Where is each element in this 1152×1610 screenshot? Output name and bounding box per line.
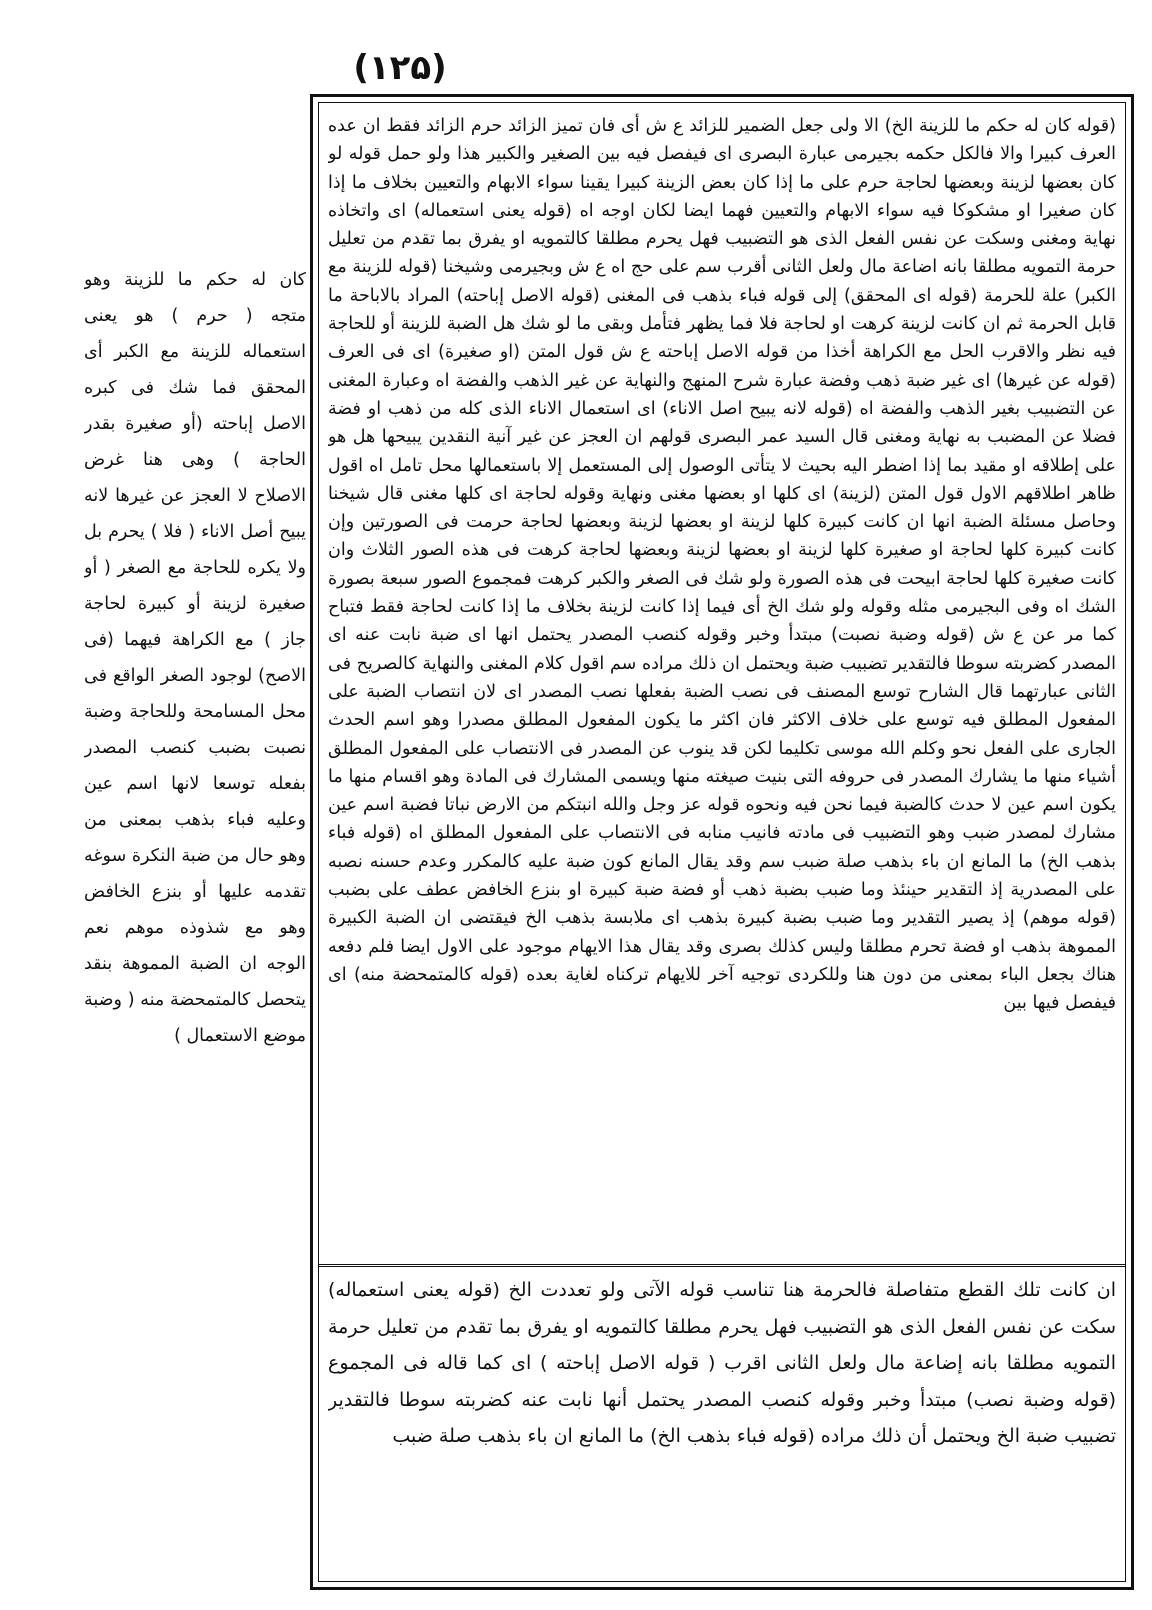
- margin-commentary: [84, 262, 306, 1442]
- main-commentary: [328, 112, 1116, 1258]
- margin-paragraph: كان له حكم ما للزينة وهو متجه ( حرم ) هو يعنى استعماله للزينة مع الكبر أى المحقق فما شك فى كبره الاصل إباحته (أو صغيرة بقدر الحاجة ) وهى هنا غرض الاصلاح لا العجز عن غيرها لانه يبيح أصل الاناء ( فلا ) يحرم بل ولا يكره للحاجة مع الصغر ( أو صغيرة لزينة أو كبيرة لحاجة جاز ) مع الكراهة فيهما (فى الاصح) لوجود الصغر الواقع فى محل المسامحة وللحاجة وضبة نصبت بضبب كنصب المصدر بفعله توسعا لانها اسم عين وعليه فباء بذهب بمعنى من وهو حال من ضبة النكرة سوغه تقدمه عليها أو بنزع الخافض وهو مع شذوذه موهم نعم الوجه ان الضبة المموهة بنقد يتحصل كالمتمحضة منه ( وضبة موضع الاستعمال ): [84, 270, 306, 1046]
- page-number: (۱۲۵): [353, 48, 447, 88]
- main-paragraph: (قوله كان له حكم ما للزينة الخ) الا ولى جعل الضمير للزائد ع ش أى فان تميز الزائد حرم الزائد فقط ان عده العرف كبيرا والا فالكل حكمه بجيرمى عبارة البصرى اى فيفصل فيه بين الصغير والكبير هذا ولو حمل قوله لو كان بعضها لزينة وبعضها لحاجة حرم على ما إذا كان بعض الزينة كبيرا يقينا سواء الابهام والتعيين بخلاف ما إذا كان صغيرا او مشكوكا فيه سواء الابهام والتعيين فهما ايضا لكان اوجه اه (قوله يعنى استعماله) اى واتخاذه نهاية ومغنى وسكت عن نفس الفعل الذى هو التضبيب فهل يحرم مطلقا كالتمويه او يفرق بما تقدم من تعليل حرمة التمويه مطلقا بانه اضاعة مال ولعل الثانى أقرب سم على حج اه ع ش وبجيرمى وشيخنا (قوله للزينة مع الكبر) علة للحرمة (قوله اى المحقق) إلى قوله فباء بذهب فى المغنى (قوله الاصل إباحته) المراد بالاباحة ما قابل الحرمة ثم ان كانت لزينة كرهت او لحاجة فلا فما يظهر فتأمل وبقى ما لو شك هل الضبة للزينة أو للحاجة فيه نظر والاقرب الحل مع الكراهة أخذا من قوله الاصل إباحته ع ش قول المتن (او صغيرة) اى فى العرف (قوله عن غيرها) اى غير ضبة ذهب وفضة عبارة شرح المنهج والنهاية عن غير الذهب والفضة اه وعبارة المغنى عن التضبيب بغير الذهب والفضة اه (قوله لانه يبيح اصل الاناء) اى استعمال الاناء الذى كله من ذهب او فضة فضلا عن المضبب به نهاية ومغنى قال السيد عمر البصرى قولهم ان العجز عن غير آنية النقدين يبيحها هل هو على إطلاقه او مقيد بما إذا اضطر اليه بحيث لا يتأتى الوصول إلى المستعمل إلا باستعمالها محل تامل اه اقول ظاهر اطلاقهم الاول قول المتن (لزينة) اى كلها او بعضها مغنى ونهاية وقوله لحاجة اى كلها مغنى قال شيخنا وحاصل مسئلة الضبة انها ان كانت كبيرة كلها لزينة او بعضها لزينة وبعضها لحاجة حرمت فى الصورتين وإن كانت كبيرة كلها لحاجة او صغيرة كلها لزينة او بعضها لزينة وبعضها لحاجة كرهت فى هذه الصور الثلاث وان كانت صغيرة كلها لحاجة ابيحت فى هذه الصورة ولو شك فى الصغر والكبر كرهت فمجموع الصور سبعة بصورة الشك اه وفى البجيرمى مثله وقوله ولو شك الخ أى فيما إذا كانت لزينة بخلاف ما إذا كانت لحاجة فقط فتباح كما مر عن ع ش (قوله وضبة نصبت) مبتدأ وخبر وقوله كنصب المصدر يحتمل انها اى ضبة نابت عنه اى المصدر كضربته سوطا فالتقدير تضبيب ضبة ويحتمل ان ذلك مراده سم اقول كلام المغنى والنهاية كالصريح فى الثانى عبارتهما قال الشارح توسع المصنف فى نصب الضبة بفعلها نصب المصدر اى لان انتصاب الضبة على المفعول المطلق فيه توسع على خلاف الاكثر فان اكثر ما يكون المفعول المطلق مصدرا وهو اسم الحدث الجارى على الفعل نحو وكلم الله موسى تكليما لكن قد ينوب عن المصدر فى الانتصاب على المفعول المطلق أشياء منها ما يشارك المصدر فى حروفه التى بنيت صيغته منها ويسمى المشارك فى المادة وهو اقسام منها ما يكون اسم عين لا حدث كالضبة فيما نحن فيه ونحوه قوله عز وجل والله انبتكم من الارض نباتا فضبة اسم عين مشارك لمصدر ضبب وهو التضبيب فى مادته فانيب منابه فى الانتصاب على المفعول المطلق اه (قوله فباء بذهب الخ) ما المانع ان باء بذهب صلة ضبب سم وقد يقال المانع كون ضبة عليه كالمكرر وعدم حسنه نصبه على المصدرية إذ التقدير حينئذ وما ضبب بضبة ذهب أو فضة ضبة كبيرة او بنزع الخافض عطف على بضبب (قوله موهم) إذ يصير التقدير وما ضبب بضبة كبيرة بذهب اى ملابسة بذهب الخ فيقتضى ان الضبة الكبيرة المموهة بذهب او فضة تحرم مطلقا وليس كذلك بصرى وقد يقال هذا الايهام موجود على الاول ايضا فلم دفعه هناك بجعل الباء بمعنى من دون هنا وللكردى توجيه آخر للايهام تركناه لغاية بعده (قوله كالمتمحضة منه) اى فيفصل فيها بين: [328, 116, 1116, 1014]
- section-divider: [318, 1264, 1126, 1267]
- lower-commentary: [328, 1272, 1116, 1572]
- lower-paragraph: ان كانت تلك القطع متفاصلة فالحرمة هنا تناسب قوله الآتى ولو تعددت الخ (قوله يعنى استعماله) سكت عن نفس الفعل الذى هو التضبيب فهل يحرم مطلقا كالتمويه او يفرق بما تقدم من تعليل حرمة التمويه مطلقا بانه إضاعة مال ولعل الثانى اقرب ( قوله الاصل إباحته ) اى كما قاله فى المجموع (قوله وضبة نصب) مبتدأ وخبر وقوله كنصب المصدر يحتمل أنها نابت عنه كضربته سوطا فالتقدير تضبيب ضبة الخ ويحتمل أن ذلك مراده (قوله فباء بذهب الخ) ما المانع ان باء بذهب صلة ضبب: [328, 1279, 1116, 1447]
